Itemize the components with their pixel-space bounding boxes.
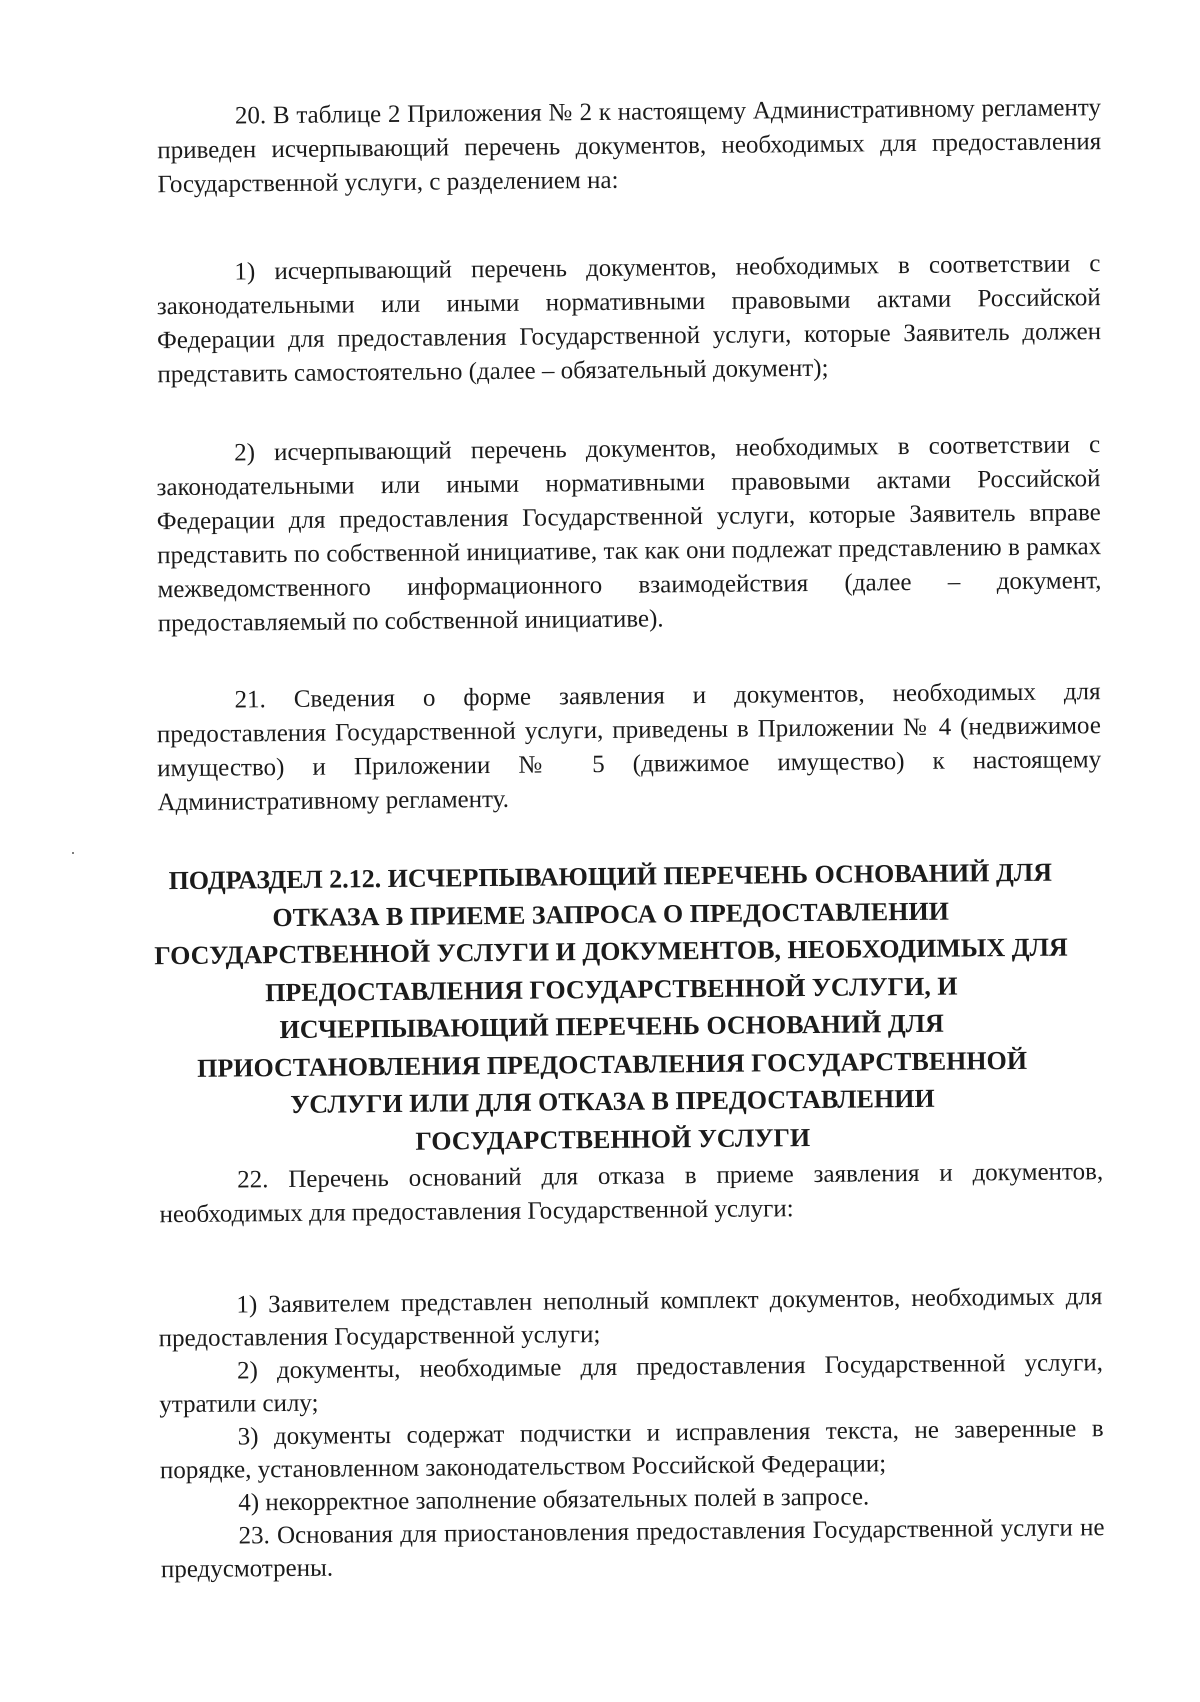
paragraph-22: 22. Перечень оснований для отказа в приеме заявления и документов, необходимых для предоставления Государственной услуги: [159, 1158, 1104, 1229]
paragraph-20-item-1: 1) исчерпывающий перечень документов, необходимых в соответствии с законодательными или иными нормативными правовыми актами Российской Федерации для предоставления Государственной услуги, которые Заявитель должен представить самостоятельно (далее – обязательный документ); [156, 250, 1102, 389]
paragraph-22-item-2: 2) документы, необходимые для предоставления Государственной услуги, утратили силу; [159, 1349, 1104, 1419]
paragraph-23: 23. Основания для приостановления предоставления Государственной услуги не предусмотрены. [160, 1514, 1105, 1584]
paragraph-20: 20. В таблице 2 Приложения № 2 к настоящему Административному регламенту приведен исчерпывающий перечень документов, необходимых для предоставления Государственной услуги, с разделением на: [157, 94, 1102, 199]
paragraph-20-item-2: 2) исчерпывающий перечень документов, необходимых в соответствии с законодательными или иными нормативными правовыми актами Российской Федерации для предоставления Государственной услуги, которые Заявитель вправе представить по собственной инициативе, так как они подлежат представлению в рамках межведомственного информационного взаимодействия (далее – документ, предоставляемый по собственной инициативе). [156, 431, 1102, 638]
section-heading: ПОДРАЗДЕЛ 2.12. ИСЧЕРПЫВАЮЩИЙ ПЕРЕЧЕНЬ ОСНОВАНИЙ ДЛЯ ОТКАЗА В ПРИЕМЕ ЗАПРОСА О ПРЕДОСТАВЛЕНИИ ГОСУДАРСТВЕННОЙ УСЛУГИ И ДОКУМЕНТОВ, НЕОБХОДИМЫХ ДЛЯ ПРЕДОСТАВЛЕНИЯ ГОСУДАРСТВЕННОЙ УСЛУГИ, И ИСЧЕРПЫВАЮЩИЙ ПЕРЕЧЕНЬ ОСНОВАНИЙ ДЛЯ ПРИОСТАНОВЛЕНИЯ ПРЕДОСТАВЛЕНИЯ ГОСУДАРСТВЕННОЙ УСЛУГИ ИЛИ ДЛЯ ОТКАЗА В ПРЕДОСТАВЛЕНИИ ГОСУДАРСТВЕННОЙ УСЛУГИ [154, 857, 1068, 1156]
scan-speck [72, 852, 74, 854]
paragraph-22-item-4: 4) некорректное заполнение обязательных полей в запросе. [238, 1483, 870, 1517]
paragraph-22-item-1: 1) Заявителем представлен неполный комплект документов, необходимых для предоставления Государственной услуги; [158, 1283, 1103, 1353]
paragraph-21: 21. Сведения о форме заявления и документов, необходимых для предоставления Государственной услуги, приведены в Приложении № 4 (недвижимое имущество) и Приложении № 5 (движимое имущество) к настоящему Административному регламенту. [156, 678, 1102, 817]
paragraph-22-item-3: 3) документы содержат подчистки и исправления текста, не заверенные в порядке, установленном законодательством Российской Федерации; [159, 1415, 1104, 1485]
